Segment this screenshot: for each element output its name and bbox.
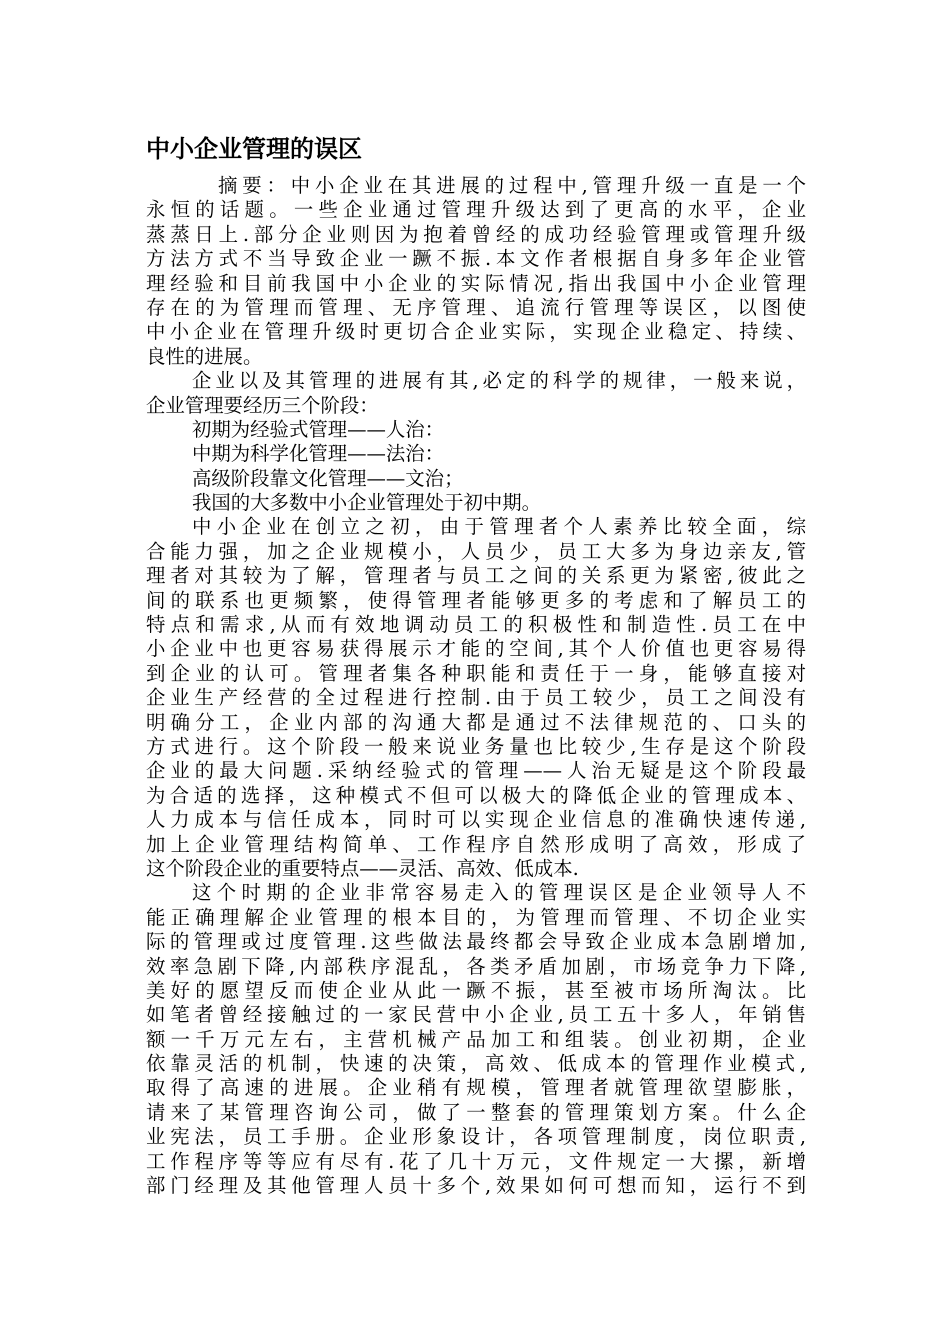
text-line: 存在的为管理而管理、无序管理、追流行管理等误区，以图使: [146, 295, 806, 319]
text-line: 企业的最大问题.采纳经验式的管理——人治无疑是这个阶段最: [146, 759, 806, 783]
text-line: 企业生产经营的全过程进行控制.由于员工较少，员工之间没有: [146, 686, 806, 710]
text-line: 我国的大多数中小企业管理处于初中期。: [192, 491, 542, 515]
text-line: 良性的进展。: [146, 344, 263, 368]
text-line: 加上企业管理结构简单、工作程序自然形成明了高效，形成了: [146, 832, 806, 856]
text-line: 企业管理要经历三个阶段：: [146, 393, 379, 417]
text-line: 小企业中也更容易获得展示才能的空间,其个人价值也更容易得: [146, 637, 806, 661]
text-line: 人力成本与信任成本，同时可以实现企业信息的准确快速传递,: [146, 808, 806, 832]
text-line: 初期为经验式管理——人治：: [192, 417, 445, 441]
text-line: 永恒的话题。一些企业通过管理升级达到了更高的水平，企业: [146, 198, 806, 222]
text-line: 方式进行。这个阶段一般来说业务量也比较少,生存是这个阶段: [146, 734, 806, 758]
text-line: 理者对其较为了解，管理者与员工之间的关系更为紧密,彼此之: [146, 564, 806, 588]
text-line: 业宪法，员工手册。企业形象设计，各项管理制度，岗位职责,: [146, 1125, 806, 1149]
text-line: 部门经理及其他管理人员十多个,效果如何可想而知，运行不到: [146, 1174, 806, 1198]
text-line: 中小企业在管理升级时更切合企业实际，实现企业稳定、持续、: [146, 320, 806, 344]
text-line: 额一千万元左右，主营机械产品加工和组装。创业初期，企业: [146, 1027, 806, 1051]
text-line: 理经验和目前我国中小企业的实际情况,指出我国中小企业管理: [146, 271, 806, 295]
text-line: 能正确理解企业管理的根本目的，为管理而管理、不切企业实: [146, 905, 806, 929]
text-line: 企业以及其管理的进展有其,必定的科学的规律，一般来说，: [192, 369, 806, 393]
text-line: 中小企业在创立之初，由于管理者个人素养比较全面，综: [192, 515, 806, 539]
text-line: 如笔者曾经接触过的一家民营中小企业,员工五十多人，年销售: [146, 1003, 806, 1027]
text-line: 方法方式不当导致企业一蹶不振.本文作者根据自身多年企业管: [146, 247, 806, 271]
text-line: 这个时期的企业非常容易走入的管理误区是企业领导人不: [192, 881, 806, 905]
text-line: 到企业的认可。管理者集各种职能和责任于一身，能够直接对: [146, 661, 806, 685]
text-line: 高级阶段靠文化管理——文治；: [192, 466, 464, 490]
text-line: 中期为科学化管理——法治：: [192, 442, 445, 466]
text-line: 美好的愿望反而使企业从此一蹶不振，甚至被市场所淘汰。比: [146, 978, 806, 1002]
text-line: 工作程序等等应有尽有.花了几十万元，文件规定一大摞，新增: [146, 1149, 806, 1173]
text-line: 间的联系也更频繁，使得管理者能够更多的考虑和了解员工的: [146, 588, 806, 612]
text-line: 效率急剧下降,内部秩序混乱，各类矛盾加剧，市场竞争力下降,: [146, 954, 806, 978]
text-line: 请来了某管理咨询公司，做了一整套的管理策划方案。什么企: [146, 1100, 806, 1124]
text-line: 蒸蒸日上.部分企业则因为抱着曾经的成功经验管理或管理升级: [146, 222, 806, 246]
text-line: 摘要：中小企业在其进展的过程中,管理升级一直是一个: [218, 174, 806, 197]
text-line: 为合适的选择，这种模式不但可以极大的降低企业的管理成本、: [146, 783, 806, 807]
text-line: 合能力强，加之企业规模小，人员少，员工大多为身边亲友,管: [146, 539, 806, 563]
text-line: 依靠灵活的机制，快速的决策，高效、低成本的管理作业模式,: [146, 1052, 806, 1076]
text-line: 取得了高速的进展。企业稍有规模，管理者就管理欲望膨胀，: [146, 1076, 806, 1100]
text-line: 特点和需求,从而有效地调动员工的积极性和制造性.员工在中: [146, 613, 806, 637]
text-line: 际的管理或过度管理.这些做法最终都会导致企业成本急剧增加,: [146, 930, 806, 954]
document-body: [146, 174, 806, 1198]
text-line: 这个阶段企业的重要特点——灵活、高效、低成本.: [146, 856, 579, 880]
text-line: 明确分工，企业内部的沟通大都是通过不法律规范的、口头的: [146, 710, 806, 734]
document-title: 中小企业管理的误区: [146, 135, 362, 163]
